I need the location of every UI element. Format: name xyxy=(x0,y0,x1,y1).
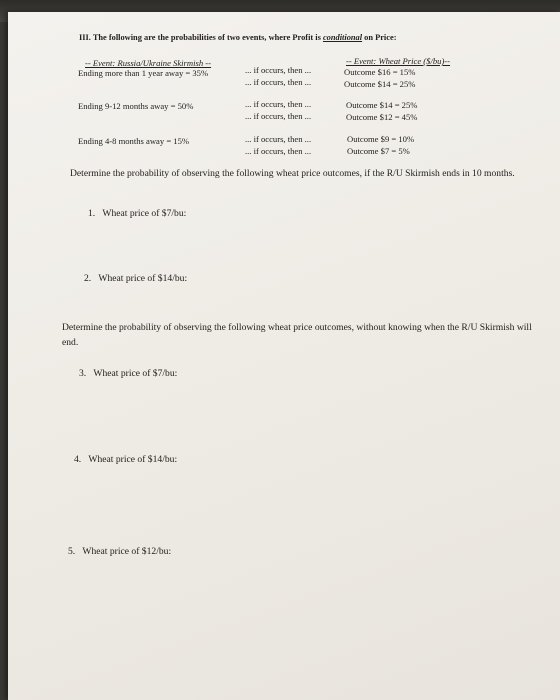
question-number: 5. xyxy=(68,546,76,557)
conditional-line: ... if occurs, then ... xyxy=(245,146,312,156)
left-event-row-2: Ending 9-12 months away = 50% xyxy=(78,101,194,111)
header-suffix: on Price: xyxy=(362,33,397,42)
question-number: 1. xyxy=(88,208,96,219)
question-number: 4. xyxy=(74,454,82,465)
conditional-line: ... if occurs, then ... xyxy=(245,77,312,87)
question-text: Wheat price of $7/bu: xyxy=(93,368,178,379)
question-4 xyxy=(74,455,177,465)
question-1 xyxy=(88,209,186,219)
question-text: Wheat price of $14/bu: xyxy=(98,273,188,284)
question-text: Wheat price of $12/bu: xyxy=(82,546,172,557)
conditional-line: ... if occurs, then ... xyxy=(245,65,312,75)
left-event-row-3: Ending 4-8 months away = 15% xyxy=(78,136,190,146)
part-b-prompt: Determine the probability of observing the following wheat price outcomes, without knowing when the R/U Skirmish will end. xyxy=(62,322,532,348)
question-number: 3. xyxy=(79,368,87,379)
wheat-outcome: Outcome $7 = 5% xyxy=(347,146,410,156)
conditional-line: ... if occurs, then ... xyxy=(245,99,312,109)
section-header xyxy=(79,34,396,42)
wheat-outcome: Outcome $14 = 25% xyxy=(344,79,416,89)
question-3 xyxy=(79,369,177,379)
left-event-row-1: Ending more than 1 year away = 35% xyxy=(78,68,209,78)
wheat-outcome: Outcome $9 = 10% xyxy=(347,134,415,144)
right-event-title: -- Event: Wheat Price ($/bu)-- xyxy=(346,56,451,66)
wheat-outcome: Outcome $12 = 45% xyxy=(346,112,418,122)
conditional-line: ... if occurs, then ... xyxy=(245,111,312,121)
question-text: Wheat price of $14/bu: xyxy=(88,454,178,465)
header-prefix: III. The following are the probabilities of two events, where Profit is xyxy=(79,33,323,42)
question-2 xyxy=(84,274,187,284)
question-number: 2. xyxy=(84,273,92,284)
left-event-title: -- Event: Russia/Ukraine Skirmish -- xyxy=(85,58,212,68)
wheat-outcome: Outcome $16 = 15% xyxy=(344,67,416,77)
question-5 xyxy=(68,547,171,557)
header-conditional: conditional xyxy=(322,33,363,42)
wheat-outcome: Outcome $14 = 25% xyxy=(346,100,418,110)
worksheet-page xyxy=(8,12,560,700)
part-a-prompt: Determine the probability of observing the following wheat price outcomes, if the R/U Skirmish ends in 10 months. xyxy=(70,168,515,179)
conditional-line: ... if occurs, then ... xyxy=(245,134,312,144)
question-text: Wheat price of $7/bu: xyxy=(102,208,187,219)
